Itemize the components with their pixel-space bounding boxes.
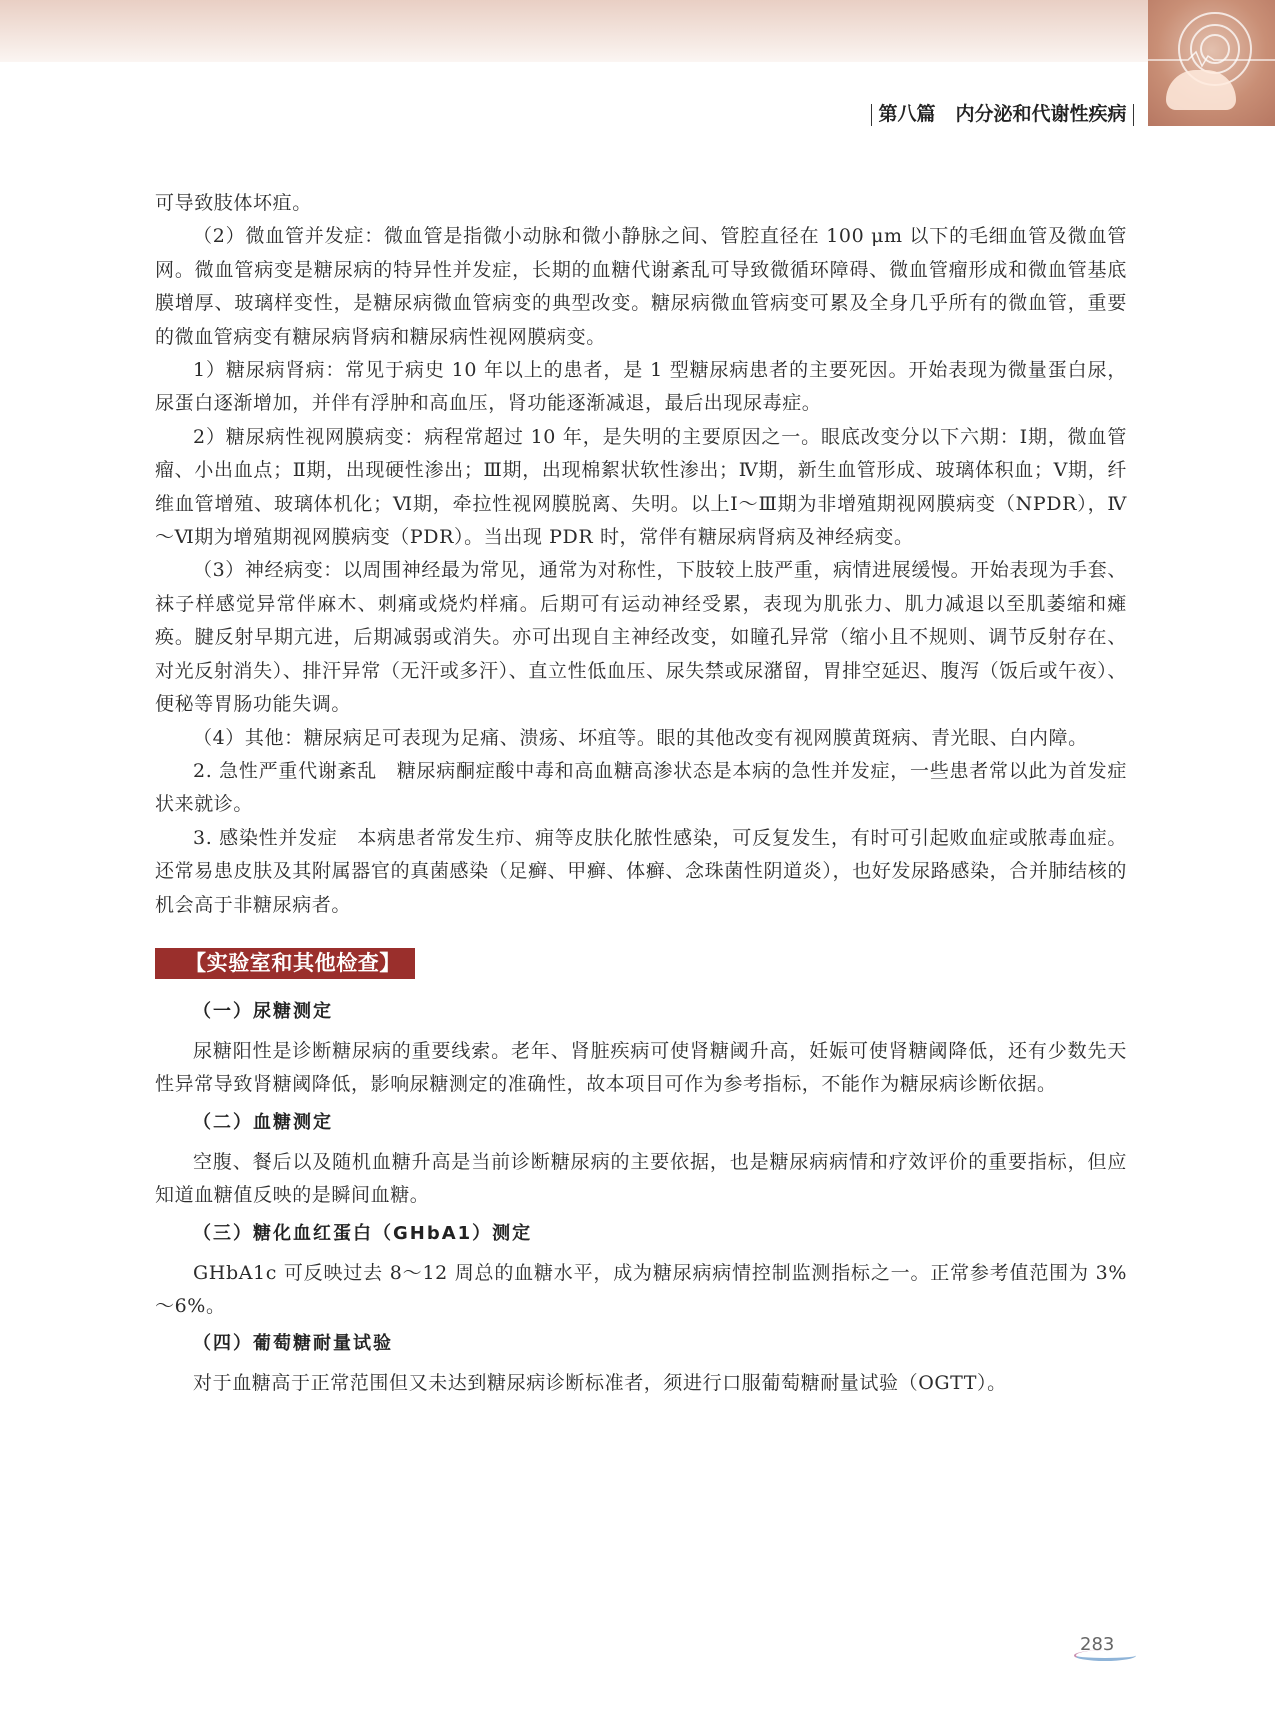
paragraph-acute-metabolic: 2. 急性严重代谢紊乱 糖尿病酮症酸中毒和高血糖高渗状态是本病的急性并发症，一些患者常以此为首发症状来就诊。	[155, 759, 1127, 816]
header-divider-right	[1133, 104, 1135, 126]
paragraph-nephropathy: 1）糖尿病肾病：常见于病史 10 年以上的患者，是 1 型糖尿病患者的主要死因。开始表现为微量蛋白尿，尿蛋白逐渐增加，并伴有浮肿和高血压，肾功能逐渐减退，最后出现尿毒症。	[155, 359, 1127, 415]
subheading-ogtt: （四）葡萄糖耐量试验	[193, 1333, 393, 1355]
paragraph-urine-glucose: 尿糖阳性是诊断糖尿病的重要线索。老年、肾脏疾病可使肾糖阈升高，妊娠可使肾糖阈降低，还有少数先天性异常导致肾糖阈降低，影响尿糖测定的准确性，故本项目可作为参考指标，不能作为糖尿病诊断依据。	[155, 1039, 1127, 1096]
paragraph-blood-glucose: 空腹、餐后以及随机血糖升高是当前诊断糖尿病的主要依据，也是糖尿病病情和疗效评价的重要指标，但应知道血糖值反映的是瞬间血糖。	[155, 1150, 1127, 1207]
paragraph-other: （4）其他：糖尿病足可表现为足痛、溃疡、坏疽等。眼的其他改变有视网膜黄斑病、青光眼、白内障。	[193, 726, 1088, 749]
page-number-swoosh-icon	[1074, 1650, 1136, 1661]
header-band	[0, 0, 1275, 62]
running-header	[865, 101, 1140, 127]
header-part: 第八篇	[878, 103, 936, 125]
paragraph-neuropathy: （3）神经病变：以周围神经最为常见，通常为对称性，下肢较上肢严重，病情进展缓慢。开始表现为手套、袜子样感觉异常伴麻木、刺痛或烧灼样痛。后期可有运动神经受累，表现为肌张力、肌力减退以至肌萎缩和瘫痪。腱反射早期亢进，后期减弱或消失。亦可出现自主神经改变，如瞳孔异常（缩小且不规则、调节反射存在、对光反射消失）、排汗异常（无汗或多汗）、直立性低血压、尿失禁或尿潴留，胃排空延迟、腹泻（饭后或午夜）、便秘等胃肠功能失调。	[155, 559, 1127, 716]
paragraph-infection: 3. 感染性并发症 本病患者常发生疖、痈等皮肤化脓性感染，可反复发生，有时可引起败血症或脓毒血症。还常易患皮肤及其附属器官的真菌感染（足癣、甲癣、体癣、念珠菌性阴道炎），也好发尿路感染，合并肺结核的机会高于非糖尿病者。	[155, 826, 1127, 916]
heartbeat-line-icon	[1148, 48, 1275, 68]
section-heading-lab-tests: 【实验室和其他检查】	[155, 948, 415, 979]
page-number-text: 283	[1080, 1634, 1115, 1655]
paragraph-hba1c: GHbA1c 可反映过去 8～12 周总的血糖水平，成为糖尿病病情控制监测指标之一。正常参考值范围为 3%～6%。	[155, 1261, 1127, 1317]
paragraph-continuation: 可导致肢体坏疽。	[155, 192, 312, 214]
header-divider-left	[871, 104, 873, 126]
subheading-urine-glucose: （一）尿糖测定	[193, 1000, 333, 1022]
subheading-hba1c: （三）糖化血红蛋白（GHbA1）测定	[193, 1222, 533, 1244]
subheading-blood-glucose: （二）血糖测定	[193, 1111, 333, 1133]
page-number	[1080, 1634, 1114, 1655]
page-body	[155, 187, 1127, 1401]
paragraph-retinopathy: 2）糖尿病性视网膜病变：病程常超过 10 年，是失明的主要原因之一。眼底改变分以下六期：Ⅰ期，微血管瘤、小出血点；Ⅱ期，出现硬性渗出；Ⅲ期，出现棉絮状软性渗出；Ⅳ期，新生血管形成、玻璃体积血；Ⅴ期，纤维血管增殖、玻璃体机化；Ⅵ期，牵拉性视网膜脱离、失明。以上Ⅰ～Ⅲ期为非增殖期视网膜病变（NPDR），Ⅳ～Ⅵ期为增殖期视网膜病变（PDR）。当出现 PDR 时，常伴有糖尿病肾病及神经病变。	[155, 425, 1127, 549]
header-title: 内分泌和代谢性疾病	[955, 103, 1127, 125]
corner-photo-stethoscope-icon	[1148, 0, 1275, 126]
paragraph-ogtt: 对于血糖高于正常范围但又未达到糖尿病诊断标准者，须进行口服葡萄糖耐量试验（OGTT）。	[193, 1372, 1007, 1395]
paragraph-microvascular: （2）微血管并发症：微血管是指微小动脉和微小静脉之间、管腔直径在 100 μm 以下的毛细血管及微血管网。微血管病变是糖尿病的特异性并发症，长期的血糖代谢紊乱可导致微循环障碍、微血管瘤形成和微血管基底膜增厚、玻璃样变性，是糖尿病微血管病变的典型改变。糖尿病微血管病变可累及全身几乎所有的微血管，重要的微血管病变有糖尿病肾病和糖尿病性视网膜病变。	[155, 225, 1127, 348]
